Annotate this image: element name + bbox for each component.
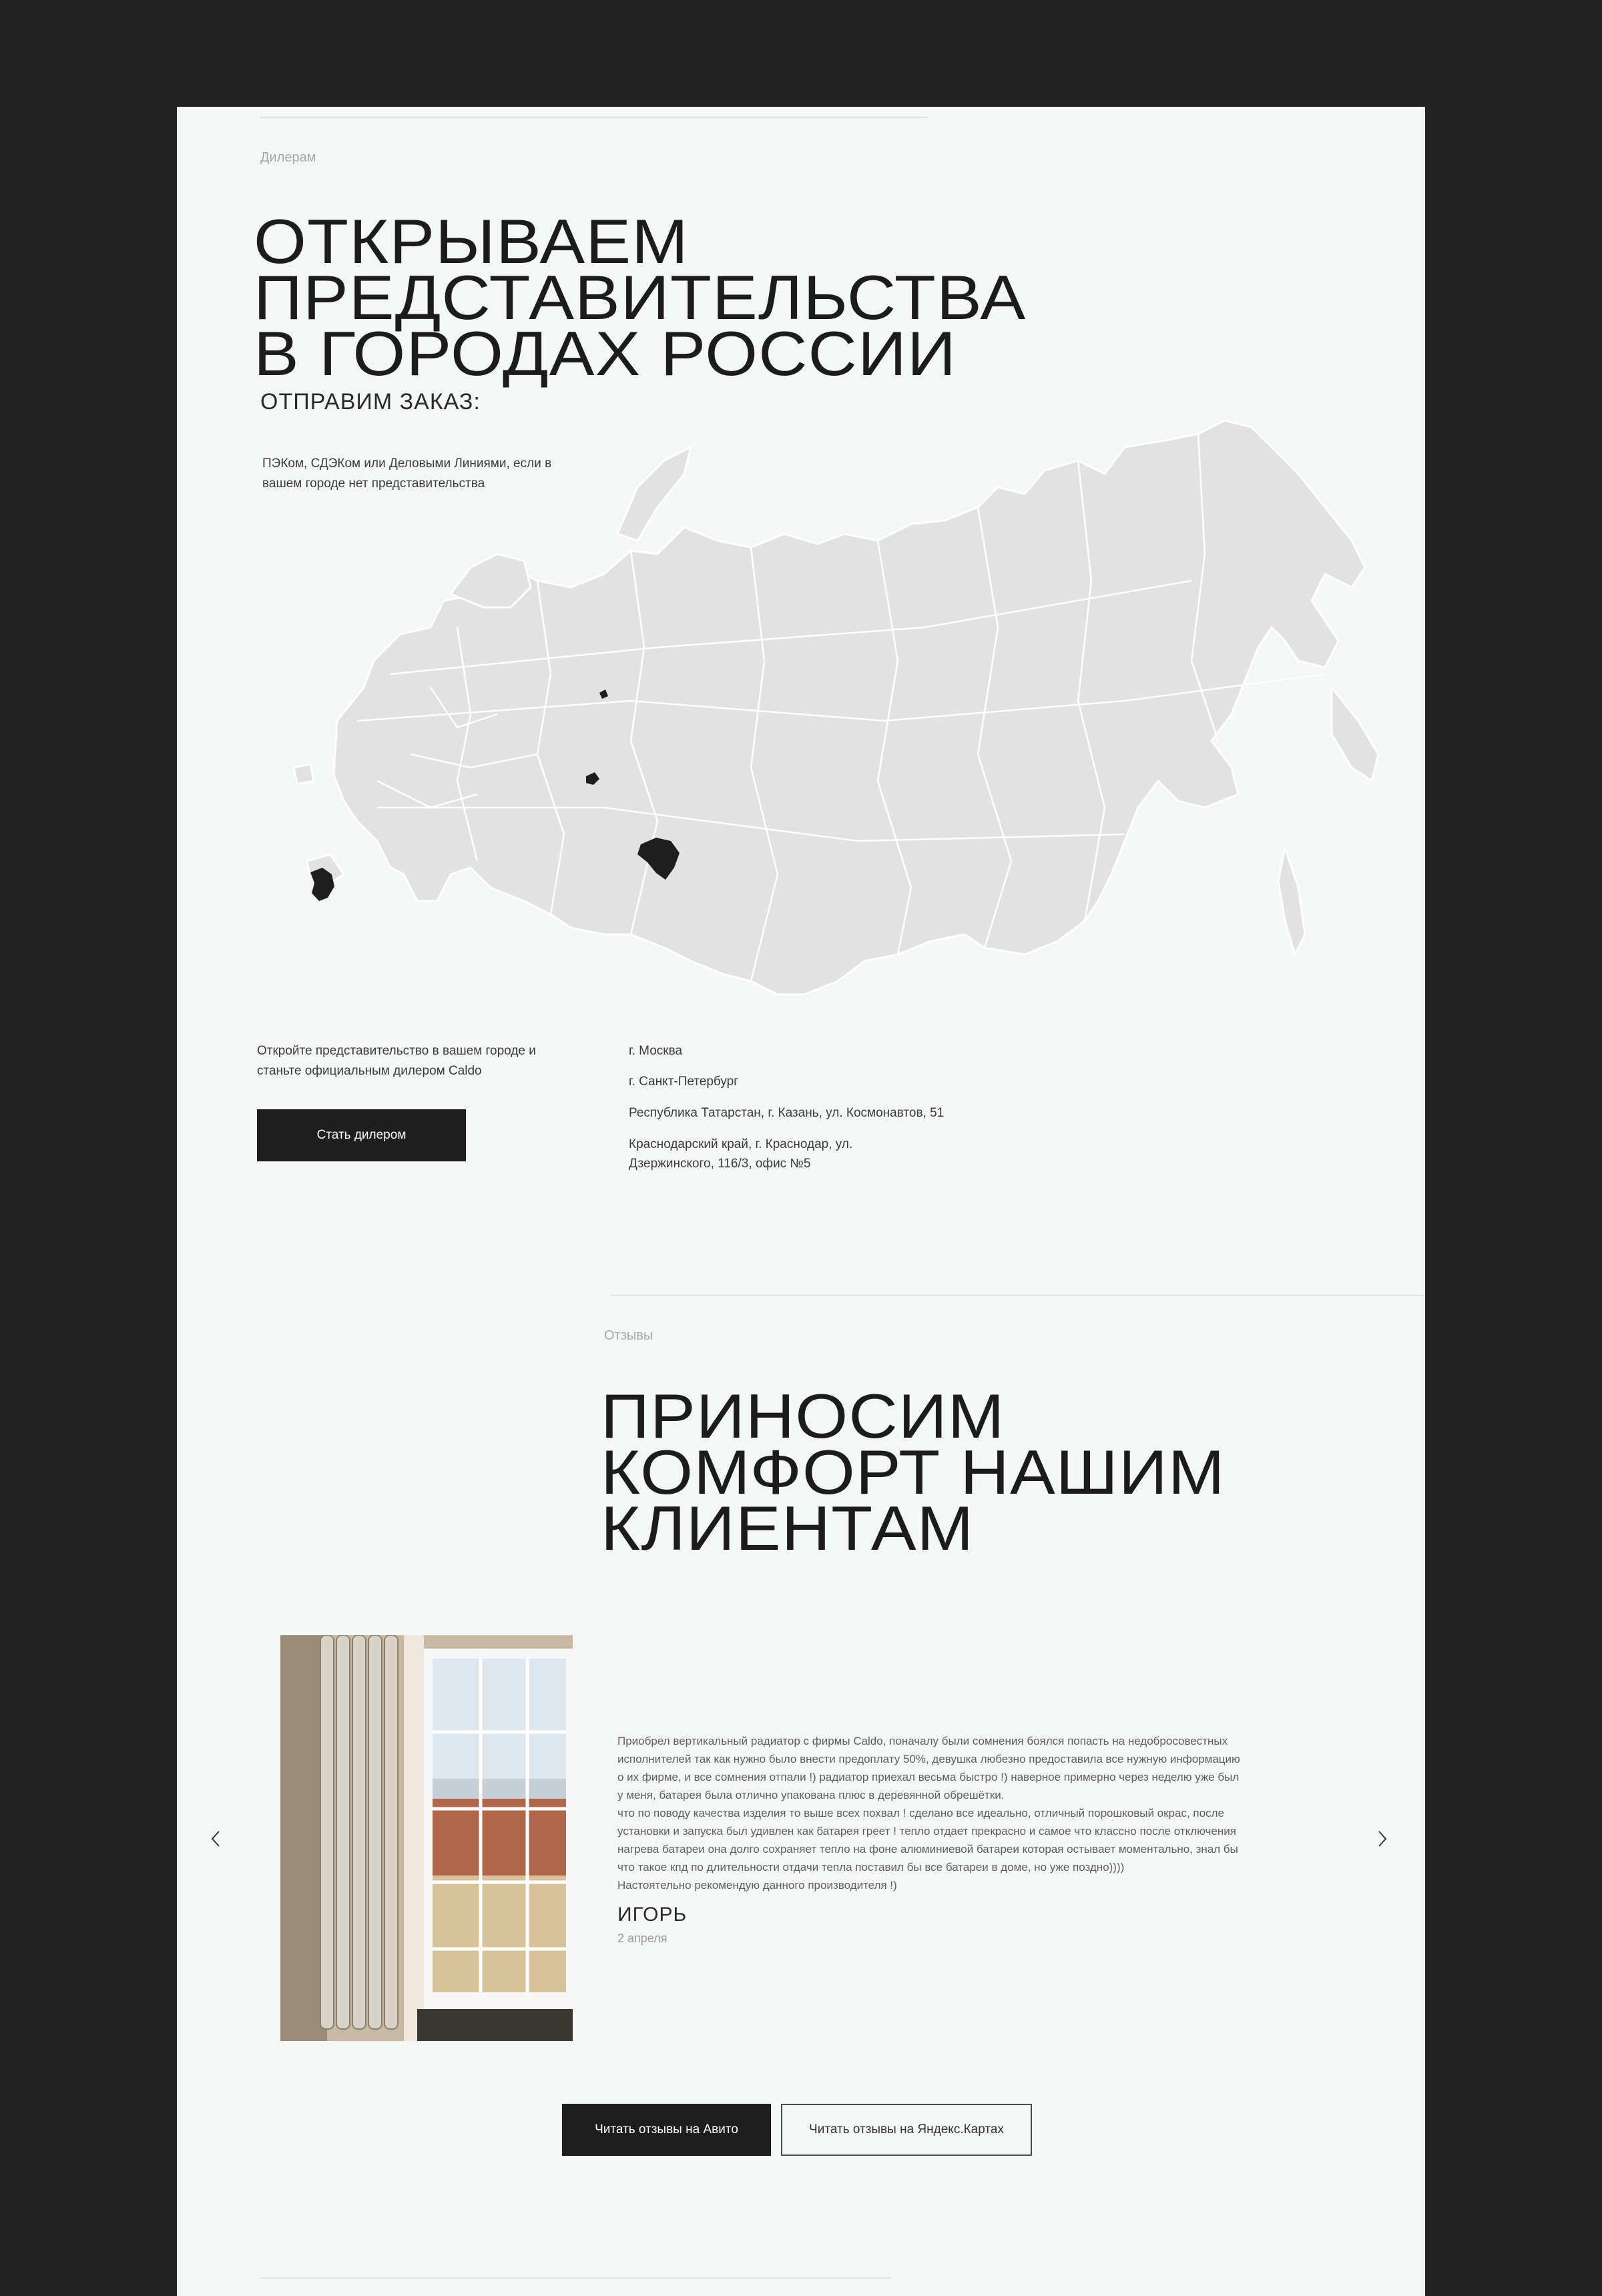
yandex-reviews-button[interactable]: Читать отзывы на Яндекс.Картах <box>781 2104 1032 2156</box>
reviews-heading-line: ПРИНОСИМ <box>601 1381 1005 1451</box>
review-text-line: у меня, батарея была отлично упакована плюс в деревянной обрешётки. <box>617 1789 1005 1801</box>
russia-map <box>257 407 1392 1088</box>
reviews-heading-line: КЛИЕНТАМ <box>601 1493 975 1563</box>
review-text-line: что такое кпд по длительности отдачи тепла поставил бы все батареи в доме, но уже поздно)))) <box>617 1861 1125 1874</box>
dealers-heading-line: ОТКРЫВАЕМ <box>254 206 689 276</box>
become-dealer-button[interactable]: Стать дилером <box>257 1109 466 1161</box>
address-item: г. Москва <box>629 1044 683 1058</box>
dealers-heading-line: ПРЕДСТАВИТЕЛЬСТВА <box>254 262 1027 332</box>
address-item: Республика Татарстан, г. Казань, ул. Космонавтов, 51 <box>629 1106 945 1120</box>
review-text-line: о их фирме, и все сомнения отпали !) радиатор приехал весьма быстро !) наверное примерно через неделю уже был <box>617 1771 1240 1783</box>
shipping-text: ПЭКом, СДЭКом или Деловыми Линиями, если в вашем городе нет представительства <box>262 457 552 491</box>
review-next-button[interactable] <box>1369 1825 1396 1852</box>
chevron-left-icon <box>210 1830 221 1847</box>
review-text-line: нагрева батареи она долго сохраняет тепло на фоне алюминиевой батареи которая остывает моментально, знал бы <box>617 1843 1238 1855</box>
map-landmass <box>294 764 314 784</box>
review-text-line: установки и запуска был удивлен как батарея греет ! тепло отдает прекрасно и самое что классно после отключения <box>617 1825 1236 1837</box>
dealers-heading <box>254 206 1027 388</box>
reviews-eyebrow: Отзывы <box>604 1328 653 1343</box>
review-date: 2 апреля <box>617 1932 668 1945</box>
reviews-heading-line: КОМФОРТ НАШИМ <box>601 1437 1226 1507</box>
shipping-title: ОТПРАВИМ ЗАКАЗ: <box>260 389 481 414</box>
dealer-cta-text: Откройте представительство в вашем городе и станьте официальным дилером Caldo <box>257 1044 536 1078</box>
bottom-divider <box>260 2277 891 2279</box>
review-prev-button[interactable] <box>202 1825 229 1852</box>
review-text-line: Приобрел вертикальный радиатор с фирмы Caldo, поначалу были сомнения боялся попасть на недобросовестных <box>617 1735 1228 1747</box>
dealers-heading-line: В ГОРОДАХ РОССИИ <box>254 318 957 388</box>
page <box>177 107 1425 2296</box>
review-text-line: что по поводу качества изделия то выше всех похвал ! сделано все идеально, отличный порошковый окрас, после <box>617 1807 1224 1819</box>
chevron-right-icon <box>1377 1830 1388 1847</box>
review-author: ИГОРЬ <box>617 1904 688 1926</box>
avito-reviews-button[interactable]: Читать отзывы на Авито <box>562 2104 771 2156</box>
top-divider <box>260 117 928 118</box>
reviews-heading <box>601 1381 1226 1563</box>
dealers-eyebrow: Дилерам <box>260 150 316 165</box>
review-text <box>617 1732 1285 1894</box>
review-text-line: исполнителей так как нужно было внести предоплату 50%, девушка любезно предоставила все нужную информацию <box>617 1753 1240 1765</box>
address-item: Краснодарский край, г. Краснодар, ул. Дзержинского, 116/3, офис №5 <box>629 1137 853 1171</box>
reviews-divider <box>611 1295 1425 1296</box>
address-item: г. Санкт-Петербург <box>629 1075 739 1089</box>
review-photo <box>280 1635 573 2041</box>
map-landmass <box>617 447 691 541</box>
review-text-line: Настоятельно рекомендую данного производителя !) <box>617 1879 897 1892</box>
map-landmass <box>334 420 1365 994</box>
map-landmass <box>1278 848 1305 954</box>
map-landmass <box>1332 687 1378 781</box>
map-landmass <box>451 554 531 607</box>
